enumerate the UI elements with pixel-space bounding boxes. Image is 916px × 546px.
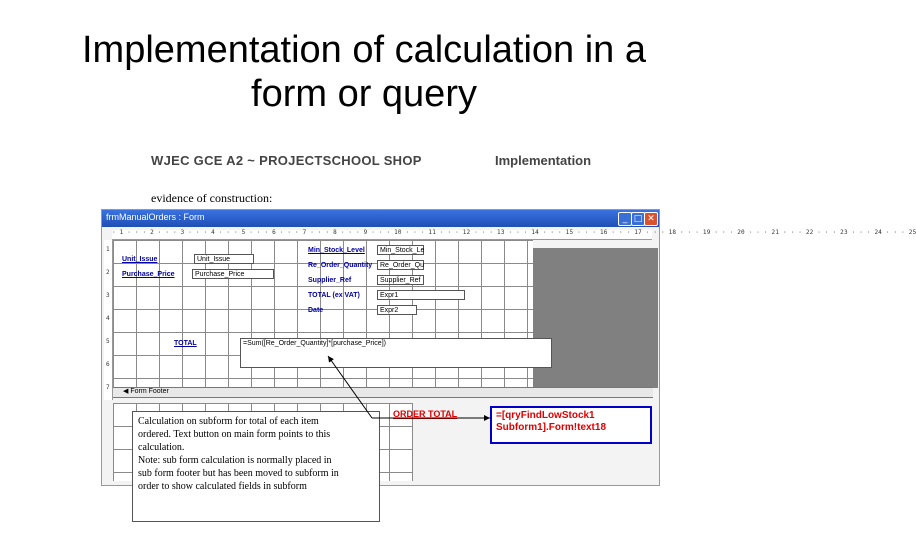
vruler-mark: 1 <box>106 246 110 253</box>
note-line: ordered. Text button on main form points to this <box>138 429 331 440</box>
evidence-caption: evidence of construction: <box>151 191 273 205</box>
label-unit-issue[interactable]: Unit_Issue <box>122 256 158 263</box>
maximize-button[interactable]: □ <box>631 212 645 226</box>
label-total[interactable]: TOTAL <box>174 340 197 347</box>
document-header-right: Implementation <box>495 153 592 168</box>
note-line: sub form footer but has been moved to subform in <box>138 468 339 479</box>
note-line: Calculation on subform for total of each item <box>138 416 319 427</box>
order-expression-line-1: =[qryFindLowStock1 <box>496 410 595 421</box>
note-line: calculation. <box>138 442 185 453</box>
minimize-button[interactable]: _ <box>618 212 632 226</box>
label-min-stock-level[interactable]: Min_Stock_Level <box>308 247 365 254</box>
label-re-order-quantity[interactable]: Re_Order_Quantity <box>308 262 373 269</box>
note-line: order to show calculated fields in subform <box>138 481 307 492</box>
field-total-ex-vat[interactable]: Expr1 <box>377 290 465 300</box>
field-unit-issue[interactable]: Unit_Issue <box>194 254 254 264</box>
field-date[interactable]: Expr2 <box>377 305 417 315</box>
slide-title-line-1: Implementation of calculation in a <box>82 29 646 71</box>
form-footer-text: Form Footer <box>130 388 169 395</box>
close-button[interactable]: ✕ <box>644 212 658 226</box>
note-line: Note: sub form calculation is normally placed in <box>138 455 332 466</box>
field-re-order-quantity[interactable]: Re_Order_Qu <box>377 260 424 270</box>
window-title: frmManualOrders : Form <box>106 212 205 222</box>
label-date[interactable]: Date <box>308 307 324 314</box>
arrow-to-sum-field <box>328 356 372 418</box>
vruler-mark: 4 <box>106 315 110 322</box>
vruler-mark: 2 <box>106 269 110 276</box>
ruler-marks: · 1 · · · 2 · · · 3 · · · 4 · · · 5 · · · 6 · · · 7 · · · 8 · · · 9 · · · 10 · · · 11 · · · 12 · · · 13 · · · 14 · · · 15 · · · 16 · · · 17 · · · 18 · · · 19 · · · 20 · · · 21 · · · 22 · · · 23 · · · 24 · · · 25 <box>112 229 916 236</box>
vruler-mark: 6 <box>106 361 110 368</box>
vruler-mark: 5 <box>106 338 110 345</box>
form-footer-label: ◀ Form Footer <box>123 388 169 395</box>
slide-title-line-2: form or query <box>251 73 477 115</box>
field-purchase-price[interactable]: Purchase_Price <box>192 269 274 279</box>
vruler-mark: 3 <box>106 292 110 299</box>
vruler-mark: 7 <box>106 384 110 391</box>
order-total-label[interactable]: ORDER TOTAL <box>393 409 458 419</box>
label-supplier-ref[interactable]: Supplier_Ref <box>308 277 352 284</box>
order-expression-line-2: Subform1].Form!text18 <box>496 422 607 433</box>
document-header-left: WJEC GCE A2 ~ PROJECTSCHOOL SHOP <box>151 153 422 168</box>
label-total-ex-vat[interactable]: TOTAL (ex VAT) <box>308 292 360 299</box>
sum-expression: =Sum([Re_Order_Quantity]*[purchase_Price]) <box>243 340 386 347</box>
field-min-stock-level[interactable]: Min_Stock_Le <box>377 245 424 255</box>
label-purchase-price[interactable]: Purchase_Price <box>122 271 175 278</box>
field-supplier-ref[interactable]: Supplier_Ref <box>377 275 424 285</box>
